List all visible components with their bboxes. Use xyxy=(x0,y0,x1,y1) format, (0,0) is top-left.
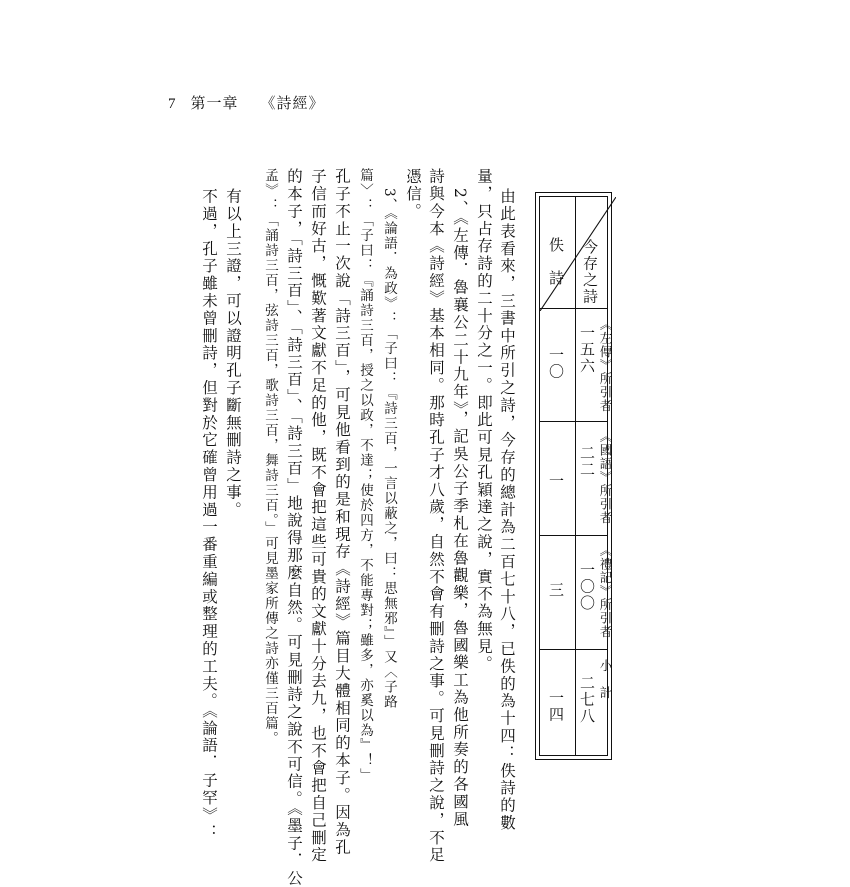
source-heading-zuozhuan: 《左傳》所引者 xyxy=(598,318,613,413)
column-divider xyxy=(540,535,607,536)
page-number: 7 xyxy=(168,96,177,112)
lost-value-guoyu: 一 xyxy=(547,473,565,490)
present-value-subtotal: 二七八 xyxy=(578,675,596,725)
lost-value-subtotal: 一四 xyxy=(547,690,565,723)
row-label-present: 今存之詩 xyxy=(581,239,599,305)
text-line: 孔子不止一次說「詩三百」，可見他看到的是和現存《詩經》篇目大體相同的本子。因為孔 xyxy=(333,168,351,857)
row-label-lost: 佚 詩 xyxy=(547,237,565,287)
chapter-label: 第一章 xyxy=(190,94,239,112)
text-line: 詩與今本《詩經》基本相同。那時孔子才八歲，自然不會有刪詩之事。可見刪詩之說，不足 xyxy=(427,168,445,864)
present-value-liji: 一〇〇 xyxy=(578,562,596,612)
text-line: 憑信。 xyxy=(404,168,422,221)
source-heading-liji: 《禮記》所引者 xyxy=(598,544,613,639)
present-value-zuozhuan: 一五六 xyxy=(578,325,596,375)
column-divider xyxy=(540,649,607,650)
text-line: 3、《論語．為政》：「子曰：『詩三百，一言以蔽之，曰：思無邪』」又〈子路 xyxy=(381,188,397,710)
text-line: 2、《左傳．魯襄公二十九年》，記吳公子季札在魯觀樂，魯國樂工為他所奏的各國風 xyxy=(451,188,469,829)
source-heading-subtotal: 小 計 xyxy=(598,659,613,700)
lost-value-liji: 三 xyxy=(547,582,565,599)
text-line: 的本子，「詩三百」、「詩三百」、「詩三百」地說得那麼自然。可見刪詩之說不可信。《墨子．公 xyxy=(285,168,303,887)
running-header xyxy=(168,92,325,113)
text-line: 由此表看來，三書中所引之詩，今存的總計為二百七十八，已佚的為十四：佚詩的數 xyxy=(498,188,516,832)
text-line: 篇〉：「子曰：『誦詩三百，授之以政，不達；使於四方，不能專對；雖多，亦奚以為』！」 xyxy=(357,168,373,783)
citation-table xyxy=(535,192,612,760)
text-line: 孟》：「誦詩三百，弦詩三百，歌詩三百，舞詩三百。」可見墨家所傳之詩亦僅三百篇。 xyxy=(262,168,278,747)
lost-value-zuozhuan: 一〇 xyxy=(547,347,565,380)
text-line: 不過，孔子雖未曾刪詩，但對於它確曾用過一番重編或整理的工夫。《論語．子罕》： xyxy=(200,188,218,842)
text-line: 有以上三證，可以證明孔子斷無刪詩之事。 xyxy=(224,188,242,519)
source-heading-guoyu: 《國語》所引者 xyxy=(598,430,613,525)
text-line: 量，只占存詩的二十分之一。即此可見孔穎達之說，實不為無見。 xyxy=(475,168,493,673)
text-line: 子信而好古，慨歎著文獻不足的他，既不會把這些可貴的文獻十分去九，也不會把自己刪定 xyxy=(309,168,327,864)
column-divider xyxy=(540,421,607,422)
chapter-title: 《詩經》 xyxy=(260,94,325,112)
present-value-guoyu: 二二 xyxy=(578,445,596,478)
